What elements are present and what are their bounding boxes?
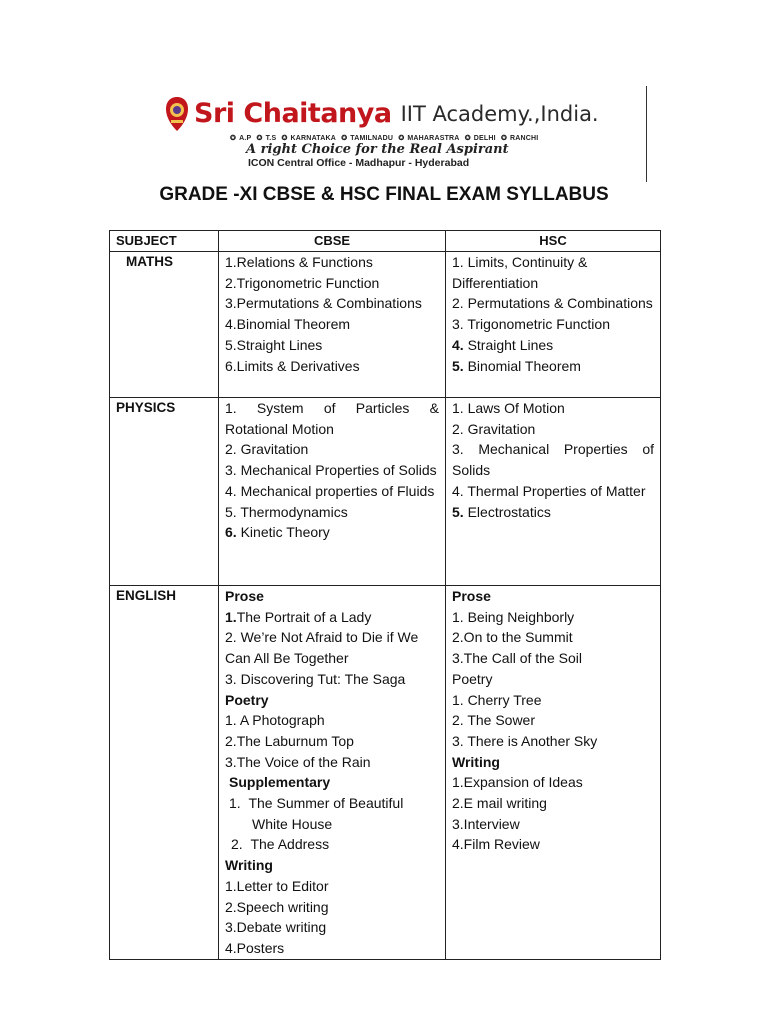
- list-item: [452, 419, 654, 440]
- tagline: A right Choice for the Real Aspirant: [246, 142, 509, 157]
- document-title: GRADE -XI CBSE & HSC FINAL EXAM SYLLABUS: [159, 184, 609, 205]
- cbse-physics-cell: [219, 398, 446, 586]
- list-item: 4.Binomial Theorem: [225, 316, 351, 333]
- table-row-english: [110, 586, 661, 960]
- item-text: Thermal Properties of Matter: [467, 482, 646, 499]
- item-number: 2.: [225, 441, 237, 458]
- list-item: 1.Relations & Functions: [225, 254, 373, 270]
- item-number: 2.: [452, 420, 464, 437]
- item-text: We’re Not Afraid to Die if We Can All Be Together: [225, 629, 419, 667]
- section-heading-writing: Writing: [225, 857, 273, 874]
- item-number: 4.: [452, 482, 464, 499]
- cbse-english-cell: [219, 586, 446, 960]
- item-number: 2.: [452, 295, 464, 312]
- hsc-physics-cell: [446, 398, 661, 586]
- list-item: [225, 627, 439, 668]
- item-text: Thermodynamics: [240, 503, 348, 520]
- item-text: Laws Of Motion: [467, 400, 565, 416]
- list-item: 3.Interview: [452, 815, 520, 832]
- brand-name: Sri Chaitanya: [194, 98, 392, 129]
- list-item: [225, 710, 439, 731]
- item-number: 4.: [225, 482, 237, 499]
- list-item: [225, 460, 439, 481]
- list-item: [225, 669, 439, 690]
- office-address: ICON Central Office - Madhapur - Hyderabad: [248, 157, 470, 169]
- item-number: 2.: [225, 732, 237, 749]
- list-item: [225, 731, 439, 752]
- section-heading-poetry: Poetry: [225, 691, 269, 708]
- state-name: RANCHI: [510, 135, 539, 142]
- item-text: The Address: [250, 836, 330, 853]
- item-number: 1.: [452, 400, 464, 416]
- bullet-icon: ✪: [500, 135, 508, 142]
- hsc-maths-list: [452, 252, 654, 376]
- list-item: 5.Straight Lines: [225, 336, 323, 353]
- section-heading-prose: Prose: [452, 588, 491, 604]
- item-text: Straight Lines: [467, 336, 554, 353]
- item-number: 3.: [452, 316, 464, 333]
- item-text: Gravitation: [240, 441, 309, 458]
- list-item: 1. Cherry Tree: [452, 691, 542, 708]
- vertical-divider: [646, 86, 647, 182]
- item-text: Mechanical Properties of Solids: [240, 462, 437, 479]
- bullet-icon: ✪: [256, 135, 263, 142]
- section-heading-writing: Writing: [452, 753, 500, 770]
- list-item: [452, 502, 654, 523]
- item-number: 1.: [452, 254, 464, 270]
- item-number: 1.: [225, 400, 237, 416]
- table-row-physics: [110, 398, 661, 586]
- list-item: 4.Posters: [225, 939, 285, 956]
- list-item: [452, 314, 654, 335]
- list-item: 3. There is Another Sky: [452, 732, 598, 749]
- table-header-row: [110, 231, 661, 252]
- hsc-physics-list: [452, 398, 654, 522]
- item-number: 4.: [452, 336, 464, 353]
- item-text: The Voice of the Rain: [236, 753, 371, 770]
- bullet-icon: ✪: [281, 135, 288, 142]
- header-hsc: HSC: [446, 231, 661, 252]
- state-name: KARNATAKA: [290, 135, 337, 142]
- cbse-maths-list: [225, 252, 439, 376]
- table-row-maths: [110, 252, 661, 398]
- item-text: Mechanical Properties of Solids: [452, 441, 654, 479]
- cbse-english-list: [225, 586, 439, 959]
- item-text: System of Particles & Rotational Motion: [225, 400, 439, 437]
- list-item: [225, 607, 439, 628]
- list-item: 4.Film Review: [452, 836, 540, 853]
- item-text: Electrostatics: [467, 503, 551, 520]
- item-number: 5.: [225, 503, 237, 520]
- list-item: 1.Letter to Editor: [225, 877, 329, 894]
- item-text: The Laburnum Top: [236, 732, 354, 749]
- list-item: [225, 793, 439, 834]
- item-text: The Portrait of a Lady: [236, 608, 372, 625]
- bullet-icon: ✪: [230, 135, 237, 142]
- logo-row: [164, 96, 604, 132]
- hsc-english-list: [452, 586, 654, 855]
- list-item: [225, 481, 439, 502]
- cbse-maths-cell: [219, 252, 446, 398]
- subject-maths: MATHS: [110, 252, 219, 398]
- header-subject: SUBJECT: [110, 231, 219, 252]
- list-item: [452, 252, 654, 293]
- item-text: Limits, Continuity & Differentiation: [452, 254, 588, 291]
- list-item: [225, 834, 439, 855]
- list-item: [225, 522, 439, 543]
- item-text: Mechanical properties of Fluids: [240, 482, 435, 499]
- bullet-icon: ✪: [341, 135, 348, 142]
- item-number: 3.: [452, 441, 464, 458]
- brand-suffix: IIT Academy.,India.: [400, 102, 599, 126]
- item-text: Kinetic Theory: [240, 524, 330, 541]
- bullet-icon: ✪: [398, 135, 405, 142]
- item-number: 3.: [225, 462, 237, 479]
- list-item: 2.Trigonometric Function: [225, 274, 380, 291]
- shield-emblem-icon: [164, 96, 190, 132]
- list-item: 3.Debate writing: [225, 919, 327, 936]
- item-number: 3.: [225, 753, 237, 770]
- hsc-maths-cell: [446, 252, 661, 398]
- list-item: [452, 398, 654, 419]
- item-text: The Summer of Beautiful White House: [248, 795, 404, 832]
- list-item: 2.Speech writing: [225, 898, 329, 915]
- section-heading-poetry: Poetry: [452, 670, 493, 687]
- item-number: 2.: [231, 836, 243, 853]
- item-number: 1.: [225, 608, 237, 625]
- state-name: A.P: [239, 135, 252, 142]
- list-item: [225, 439, 439, 460]
- list-item: 6.Limits & Derivatives: [225, 357, 360, 374]
- item-number: 5.: [452, 357, 464, 374]
- list-item: [225, 752, 439, 773]
- item-text: Trigonometric Function: [467, 316, 610, 333]
- item-number: 6.: [225, 524, 237, 541]
- item-number: 5.: [452, 503, 464, 520]
- item-text: Binomial Theorem: [467, 357, 581, 374]
- item-number: 1.: [225, 712, 237, 729]
- subject-english: ENGLISH: [110, 586, 219, 960]
- list-item: [452, 335, 654, 356]
- state-name: DELHI: [473, 135, 496, 142]
- state-name: MAHARASTRA: [407, 135, 460, 142]
- item-text: Discovering Tut: The Saga: [240, 670, 406, 687]
- cbse-physics-list: [225, 398, 439, 543]
- item-text: Permutations & Combinations: [467, 295, 653, 312]
- header-cbse: CBSE: [219, 231, 446, 252]
- list-item: [225, 502, 439, 523]
- list-item: [452, 439, 654, 480]
- list-item: [452, 356, 654, 377]
- bullet-icon: ✪: [464, 135, 471, 142]
- list-item: 2. The Sower: [452, 712, 536, 729]
- list-item: 3.The Call of the Soil: [452, 650, 582, 667]
- states-list: [230, 134, 604, 142]
- item-number: 1.: [229, 795, 241, 812]
- list-item: [452, 481, 654, 502]
- item-number: 3.: [225, 670, 237, 687]
- list-item: [452, 293, 654, 314]
- section-heading-prose: Prose: [225, 588, 264, 604]
- section-heading-supplementary: Supplementary: [229, 774, 331, 791]
- list-item: 2.On to the Summit: [452, 629, 573, 646]
- item-number: 2.: [225, 629, 237, 646]
- syllabus-table: [109, 230, 661, 960]
- state-name: T.S: [265, 135, 277, 142]
- list-item: 1. Being Neighborly: [452, 608, 575, 625]
- list-item: 1.Expansion of Ideas: [452, 774, 583, 791]
- institute-header: [164, 96, 604, 184]
- item-text: A Photograph: [239, 712, 325, 729]
- list-item: 2.E mail writing: [452, 795, 547, 812]
- subject-physics: PHYSICS: [110, 398, 219, 586]
- hsc-english-cell: [446, 586, 661, 960]
- item-text: Gravitation: [467, 420, 536, 437]
- list-item: [225, 398, 439, 439]
- state-name: TAMILNADU: [350, 135, 394, 142]
- list-item: 3.Permutations & Combinations: [225, 295, 422, 312]
